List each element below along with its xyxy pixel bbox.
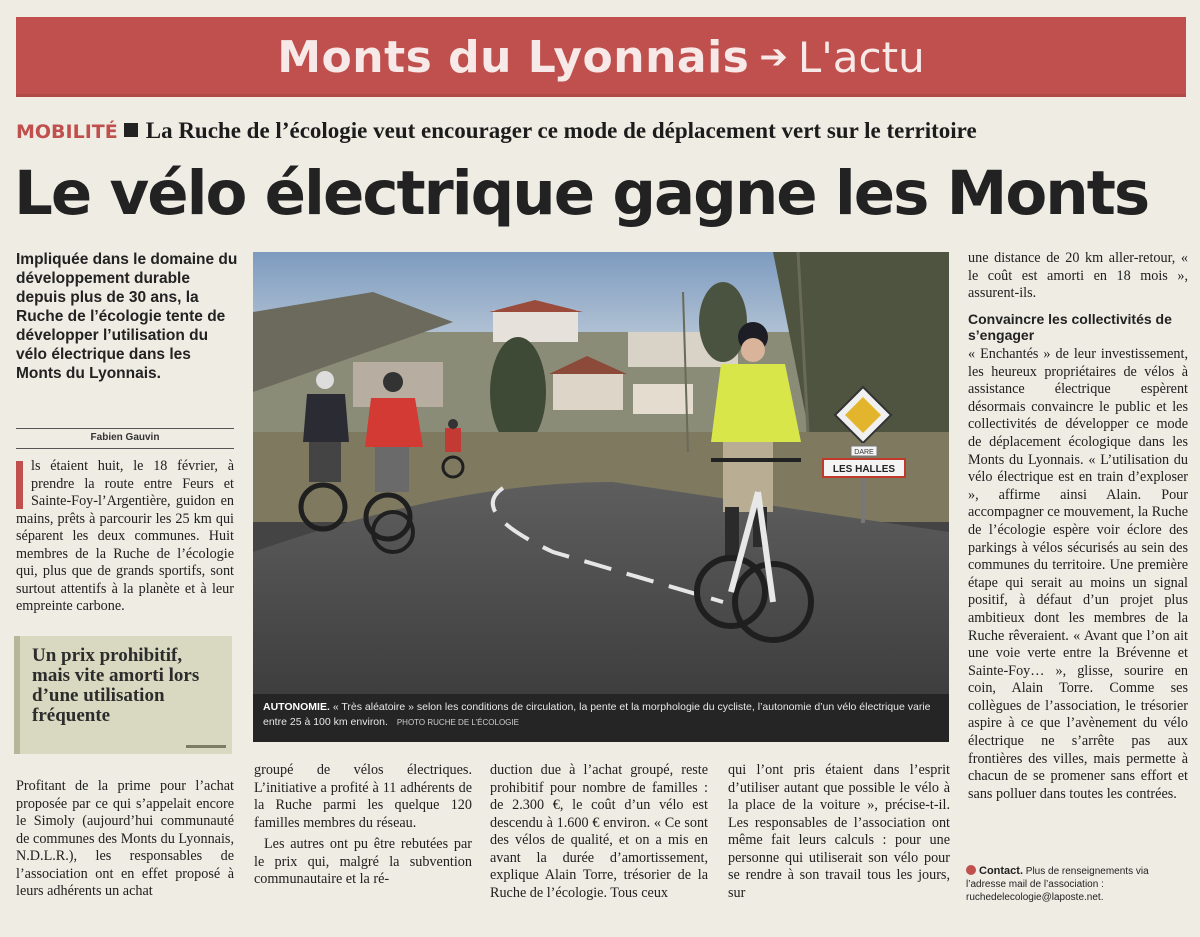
- article-column-1: [16, 458, 234, 616]
- article-column-4: [728, 762, 950, 902]
- sign-text: LES HALLES: [832, 464, 896, 475]
- section-banner: [16, 17, 1186, 97]
- article-column-5-top: [968, 250, 1188, 303]
- byline: Fabien Gauvin: [90, 432, 160, 443]
- article-paragraph-1: ls étaient huit, le 18 février, à prendre la route entre Feurs et Sainte-Foy-l’Argentière, guidon en mains, prêts à parcourir les 25 km qui séparent les deux communes. Huit membres de la Ruche de l’écologie qui, plus que de grands sportifs, sont surtout attentifs à la planète et à leur empreinte carbone.: [16, 458, 234, 614]
- arrow-right-icon: ➔: [759, 37, 788, 77]
- subsection-title: L'actu: [797, 32, 925, 82]
- article-paragraph-3: groupé de vélos électriques. L’initiative a profité à 11 adhérents de la Ruche parmi les quelque 120 familles membres du réseau.: [254, 762, 472, 831]
- intertitle: Convaincre les collectivités de s’engager: [968, 311, 1172, 343]
- article-paragraph-4: Les autres ont pu être rebutées par le prix qui, malgré la subvention communautaire et la ré-: [254, 836, 472, 887]
- article-column-3: [490, 762, 708, 902]
- section-title: Monts du Lyonnais: [277, 31, 750, 83]
- byline-rule-bottom: [16, 448, 234, 449]
- contact-box: [966, 865, 1190, 904]
- article-column-1b: [16, 778, 234, 901]
- pull-quote-bar: [186, 745, 226, 748]
- article-paragraph-7: une distance de 20 km aller-retour, « le coût est amorti en 18 mois », assurent-ils.: [968, 250, 1188, 301]
- article-paragraph-2: Profitant de la prime pour l’achat proposée par ce qui s’appelait encore le Simoly (aujourd’hui communauté de communes des Monts du Lyonnais, N.D.L.R.), les responsables de l’association ont en effet proposé à leurs adhérents un achat: [16, 778, 234, 899]
- kicker-text: La Ruche de l’écologie veut encourager ce mode de déplacement vert sur le territoire: [145, 118, 977, 143]
- photo-credit: PHOTO RUCHE DE L’ÉCOLOGIE: [396, 718, 519, 727]
- byline-rule-top: [16, 428, 234, 429]
- headline: Le vélo électrique gagne les Monts: [14, 158, 1149, 229]
- news-photo: [253, 252, 949, 742]
- article-column-5: [968, 346, 1188, 803]
- kicker: [16, 118, 1136, 144]
- article-paragraph-6: qui l’ont pris étaient dans l’esprit d’utiliser autant que possible le vélo à la place de la voiture », précise-t-il. Les responsables de l’association ont même fait leurs calculs : pour une personne qui utiliserait son vélo pour se rendre à son travail tous les jours, sur: [728, 762, 950, 901]
- lead-paragraph: Impliquée dans le domaine du développement durable depuis plus de 30 ans, la Ruche de l’écologie tente de développer l’utilisation du vélo électrique dans les Monts du Lyonnais.: [16, 251, 238, 382]
- pull-quote: [14, 636, 232, 754]
- kicker-tag: MOBILITÉ: [16, 121, 118, 143]
- article-paragraph-5: duction due à l’achat groupé, reste prohibitif pour nombre de familles : de 2.300 €, le coût d’un vélo est descendu à 1.600 € environ. « Ce sont des vélos de qualité, et on a mis en avant la durée d’amortissement, explique Alain Torre, trésorier de la Ruche de l’écologie. Tous ceux: [490, 762, 708, 901]
- caption-text: « Très aléatoire » selon les conditions de circulation, la pente et la morphologie du cycliste, l’autonomie d’un vélo électrique varie entre 25 à 100 km environ.: [263, 701, 931, 728]
- cyclists-photo-illustration: [253, 252, 949, 742]
- dropcap-marker: [16, 461, 23, 509]
- photo-caption: [253, 694, 949, 742]
- article-column-2: [254, 762, 472, 889]
- caption-label: AUTONOMIE.: [263, 701, 330, 713]
- contact-label: Contact.: [979, 865, 1023, 877]
- pull-quote-text: Un prix prohibitif, mais vite amorti lors d’une utilisation fréquente: [32, 645, 200, 726]
- sign-top-text: DARE: [854, 449, 874, 456]
- contact-text: Plus de renseignements via l’adresse mail de l’association : ruchedelecologie@laposte.net.: [966, 866, 1149, 903]
- contact-bullet-icon: [966, 865, 976, 875]
- article-paragraph-8: « Enchantés » de leur investissement, les heureux propriétaires de vélos à assistance électrique espèrent désormais convaincre le public et les collectivités de développer ce mode de déplacement écologique dans les Monts du Lyonnais. « L’utilisation du vélo électrique est en train d’exploser », affirme ainsi Alain. Pour accompagner ce mouvement, la Ruche de l’écologie espère voir éclore des parkings à vélos sécurisés au sein des communes du territoire. Une première étape qui serait au moins un signal positif, à défaut d’un projet plus ambitieux dont les membres de la Ruche rêveraient. « Avant que l’on ait une voie verte entre la Brévenne et Sainte-Foy… », glisse, sourire en coin, Alain Torre. Comme ses collègues de l’association, le trésorier aspire à ce que l’avènement du vélo électrique ne s’arrête pas aux frontières des villes, mais permette à chacun de se promener sans effort et sans polluer dans toutes les contrées.: [968, 346, 1188, 802]
- square-bullet-icon: [124, 123, 138, 137]
